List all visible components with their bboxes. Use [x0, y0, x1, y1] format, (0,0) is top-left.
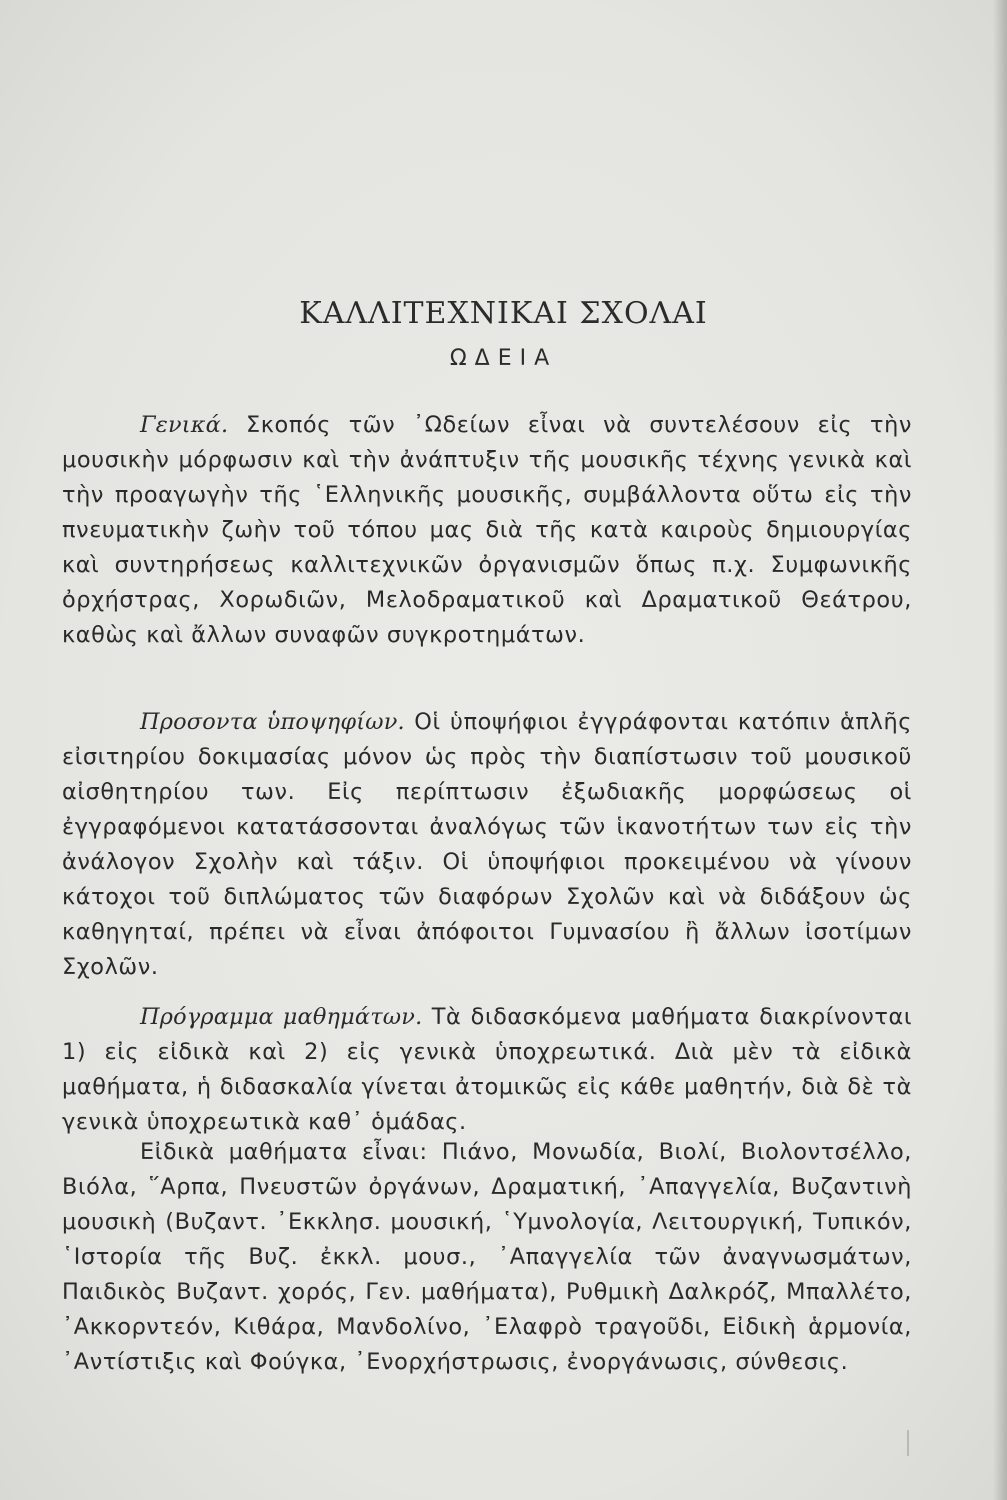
paragraph-lead: Προσοντα ὑποψηφίων.	[140, 709, 405, 735]
paragraph-text: Τὰ διδασκόμενα μαθήματα διακρίνονται 1) εἰς εἰδικὰ καὶ 2) εἰς γενικὰ ὑποχρεωτικά. Διὰ μὲν τὰ εἰδικὰ μαθήματα, ἡ διδασκαλία γίνεται ἀτομικῶς εἰς κάθε μαθητήν, διὰ δὲ τὰ γενικὰ ὑποχρεωτικὰ καθ᾿ ὁμάδας.	[62, 1004, 912, 1135]
paragraph-text: Εἰδικὰ μαθήματα εἶναι: Πιάνο, Μονωδία, Βιολί, Βιολοντσέλλο, Βιόλα, ῞Αρπα, Πνευστῶν ὀργάνων, Δραματική, ᾿Απαγγελία, Βυζαντινὴ μουσικὴ (Βυζαντ. ᾿Εκκλησ. μουσική, ῾Υμνολογία, Λειτουργική, Τυπικόν, ῾Ιστορία τῆς Βυζ. ἐκκλ. μουσ., ᾿Απαγγελία τῶν ἀναγνωσμάτων, Παιδικὸς Βυζαντ. χορός, Γεν. μαθήματα), Ρυθμικὴ Δαλκρόζ, Μπαλλέτο, ᾿Ακκορντεόν, Κιθάρα, Μανδολίνο, ᾿Ελαφρὸ τραγοῦδι, Εἰδικὴ ἁρμονία, ᾿Αντίστιξις καὶ Φούγκα, ᾿Ενορχήστρωσις, ἐνοργάνωσις, σύνθεσις.	[62, 1139, 912, 1375]
paragraph-special-courses	[62, 1135, 912, 1380]
section-subtitle: ΩΔΕΙΑ	[449, 346, 558, 371]
paragraph-lead: Γενικά.	[140, 412, 229, 438]
paragraph-general	[62, 408, 912, 653]
margin-mark	[907, 1430, 909, 1456]
page-edge-shadow	[993, 0, 1007, 1500]
page-title: ΚΑΛΛΙΤΕΧΝΙΚΑΙ ΣΧΟΛΑΙ	[299, 296, 708, 331]
paragraph-curriculum	[62, 1000, 912, 1140]
paragraph-lead: Πρόγραμμα μαθημάτων.	[140, 1004, 423, 1030]
paragraph-qualifications	[62, 705, 912, 985]
paragraph-text: Οἱ ὑποψήφιοι ἐγγράφονται κατόπιν ἁπλῆς εἰσιτηρίου δοκιμασίας μόνον ὡς πρὸς τὴν διαπίστωσιν τοῦ μουσικοῦ αἰσθητηρίου των. Εἰς περίπτωσιν ἐξωδιακῆς μορφώσεως οἱ ἐγγραφόμενοι κατατάσσονται ἀναλόγως τῶν ἱκανοτήτων των εἰς τὴν ἀνάλογον Σχολὴν καὶ τάξιν. Οἱ ὑποψήφιοι προκειμένου νὰ γίνουν κάτοχοι τοῦ διπλώματος τῶν διαφόρων Σχολῶν καὶ νὰ διδάξουν ὡς καθηγηταί, πρέπει νὰ εἶναι ἀπόφοιτοι Γυμνασίου ἢ ἄλλων ἰσοτίμων Σχολῶν.	[62, 709, 913, 980]
paragraph-text: Σκοπός τῶν ᾿Ωδείων εἶναι νὰ συντελέσουν εἰς τὴν μουσικὴν μόρφωσιν καὶ τὴν ἀνάπτυξιν τῆς μουσικῆς τέχνης γενικὰ καὶ τὴν προαγωγὴν τῆς ῾Ελληνικῆς μουσικῆς, συμβάλλοντα οὕτω εἰς τὴν πνευματικὴν ζωὴν τοῦ τόπου μας διὰ τῆς κατὰ καιροὺς δημιουργίας καὶ συντηρήσεως καλλιτεχνικῶν ὀργανισμῶν ὅπως π.χ. Συμφωνικῆς ὀρχήστρας, Χορωδιῶν, Μελοδραματικοῦ καὶ Δραματικοῦ Θεάτρου, καθὼς καὶ ἄλλων συναφῶν συγκροτημάτων.	[62, 412, 912, 648]
